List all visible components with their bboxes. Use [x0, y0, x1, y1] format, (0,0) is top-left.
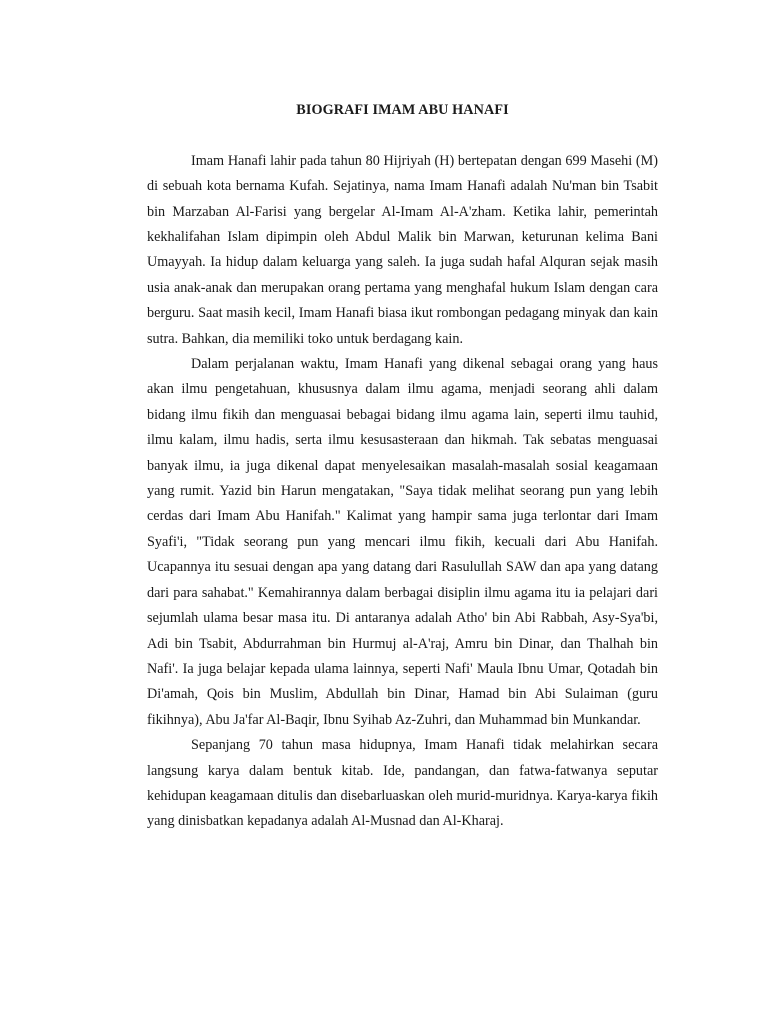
paragraph-works: Sepanjang 70 tahun masa hidupnya, Imam Hanafi tidak melahirkan secara langsung karya dalam bentuk kitab. Ide, pandangan, dan fatwa-fatwanya seputar kehidupan keagamaan ditulis dan disebarluaskan oleh murid-muridnya. Karya-karya fikih yang dinisbatkan kepadanya adalah Al-Musnad dan Al-Kharaj. — [147, 737, 658, 830]
document-body — [147, 98, 658, 835]
paragraph-education: Dalam perjalanan waktu, Imam Hanafi yang dikenal sebagai orang yang haus akan ilmu pengetahuan, khususnya dalam ilmu agama, menjadi seorang ahli dalam bidang ilmu fikih dan menguasai bebagai bidang ilmu agama lain, seperti ilmu tauhid, ilmu kalam, ilmu hadis, serta ilmu kesusasteraan dan hikmah. Tak sebatas menguasai banyak ilmu, ia juga dikenal dapat menyelesaikan masalah-masalah sosial keagamaan yang rumit. Yazid bin Harun mengatakan, "Saya tidak melihat seorang pun yang lebih cerdas dari Imam Abu Hanifah." Kalimat yang hampir sama juga terlontar dari Imam Syafi'i, "Tidak seorang pun yang mencari ilmu fikih, kecuali dari Abu Hanifah. Ucapannya itu sesuai dengan apa yang datang dari Rasulullah SAW dan apa yang datang dari para sahabat." Kemahirannya dalam berbagai disiplin ilmu agama itu ia pelajari dari sejumlah ulama besar masa itu. Di antaranya adalah Atho' bin Abi Rabbah, Asy-Sya'bi, Adi bin Tsabit, Abdurrahman bin Hurmuj al-A'raj, Amru bin Dinar, dan Thalhah bin Nafi'. Ia juga belajar kepada ulama lainnya, seperti Nafi' Maula Ibnu Umar, Qotadah bin Di'amah, Qois bin Muslim, Abdullah bin Dinar, Hamad bin Abi Sulaiman (guru fikihnya), Abu Ja'far Al-Baqir, Ibnu Syihab Az-Zuhri, dan Muhammad bin Munkandar. — [147, 356, 658, 728]
document-title: BIOGRAFI IMAM ABU HANAFI — [296, 102, 509, 118]
paragraph-birth: Imam Hanafi lahir pada tahun 80 Hijriyah (H) bertepatan dengan 699 Masehi (M) di sebuah kota bernama Kufah. Sejatinya, nama Imam Hanafi adalah Nu'man bin Tsabit bin Marzaban Al-Farisi yang bergelar Al-Imam Al-A'zham. Ketika lahir, pemerintah kekhalifahan Islam dipimpin oleh Abdul Malik bin Marwan, keturunan kelima Bani Umayyah. Ia hidup dalam keluarga yang saleh. Ia juga sudah hafal Alquran sejak masih usia anak-anak dan merupakan orang pertama yang menghafal hukum Islam dengan cara berguru. Saat masih kecil, Imam Hanafi biasa ikut rombongan pedagang minyak dan kain sutra. Bahkan, dia memiliki toko untuk berdagang kain. — [147, 152, 658, 347]
title-spacer — [147, 123, 658, 148]
